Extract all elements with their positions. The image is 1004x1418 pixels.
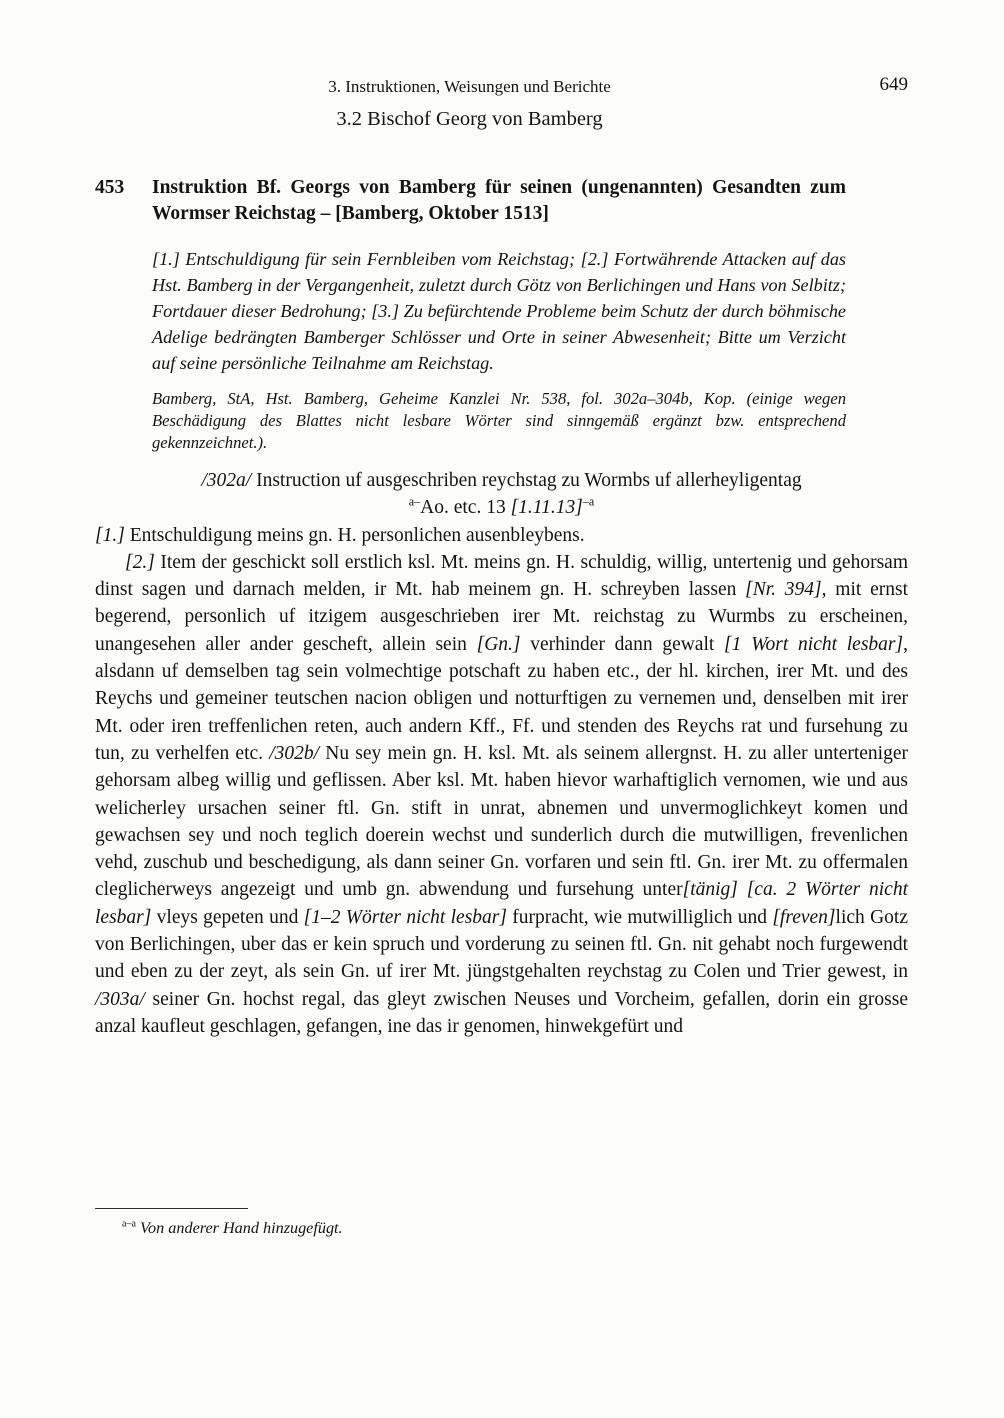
- regest-entry: [95, 175, 846, 454]
- footnote-text: Von anderer Hand hinzugefügt.: [135, 1219, 343, 1237]
- paragraph-number: [1.]: [95, 524, 125, 546]
- paragraph-1: [95, 522, 908, 549]
- folio-marker: /302b/: [269, 742, 320, 764]
- text-segment: , mit ernst begerend, personlich uf itzigem ausgeschrieben irer Mt. reichstag zu Wurmbs zu erscheinen, unangesehen aller ander gescheft, allein sein: [95, 579, 908, 655]
- paragraph-2: [95, 549, 908, 1040]
- editorial-note: [Gn.]: [476, 633, 521, 655]
- running-header: 3. Instruktionen, Weisungen und Berichte: [328, 77, 611, 96]
- footnote-ref-open: a–: [408, 494, 421, 509]
- editorial-note: [freven]: [772, 906, 836, 928]
- text-segment: lich Gotz von Berlichingen, uber das er kein spruch und vorderung zu seinen ftl. Gn. nit gehabt noch furgewendt und eben zu der zeyt, als sein Gn. uf irer Mt. jüngstgehalten reychstag zu Colen und Trier gewest, in: [95, 906, 908, 983]
- footnote-area: [95, 1208, 908, 1239]
- text-segment: furpracht, wie mutwilliglich und: [506, 906, 773, 928]
- folio-marker: /303a/: [95, 988, 145, 1010]
- footnote-rule: [95, 1208, 248, 1209]
- folio-marker: /302a/: [201, 470, 252, 491]
- editorial-note: [1 Wort nicht lesbar]: [724, 633, 904, 655]
- text-segment: verhinder dann gewalt: [520, 633, 725, 655]
- page-number: 649: [879, 74, 908, 95]
- text-segment: vleys gepeten und: [151, 906, 304, 928]
- editorial-note: [1–2 Wörter nicht lesbar]: [303, 906, 507, 928]
- dateline-date: [1.11.13]: [510, 497, 583, 519]
- footnote-marker: a–a: [122, 1218, 136, 1230]
- section-heading: 3.2 Bischof Georg von Bamberg: [336, 108, 603, 130]
- dateline-text: Ao. etc. 13: [420, 497, 511, 519]
- document-heading-text: Instruction uf ausgeschriben reychstag zu Wormbs uf allerheyligentag: [251, 470, 802, 491]
- footnote: [95, 1218, 908, 1239]
- paragraph-number: [2.]: [125, 551, 155, 573]
- text-segment: , alsdann uf demselben tag sein volmechtige potschaft zu haben etc., der hl. kirchen, irer Mt. und des Reychs und gemeiner teutschen nacion obligen und notturftigen zu vernemen und, denselben mit irer Mt. oder iren treffenlichen reten, auch andern Kff., Ff. und stenden des Reychs rat und fursehung zu tun, zu verhelfen etc.: [95, 633, 908, 764]
- dateline: [95, 494, 908, 521]
- text-segment: Entschuldigung meins gn. H. personlichen ausenbleybens.: [124, 524, 585, 546]
- text-segment: Nu sey mein gn. H. ksl. Mt. als seinem allergnst. H. zu aller unterteniger gehorsam albeg willig und geflissen. Aber ksl. Mt. haben hievor warhaftiglich vernomen, wie und aus welicherley ursachen seiner ftl. Gn. stift in unrat, abnemen und unvermoglichkeyt komen und gewachsen sey und noch teglich doerein wechst und sunderlich durch die mutwilligen, frevenlichen vehd, zuschub und beschedigung, als dann seiner Gn. vorfaren und sein ftl. Gn. irer Mt. zu offermalen cleglicherweys angezeigt und umb gn. abwendung und fursehung unter: [95, 742, 909, 901]
- document-heading: [95, 467, 908, 494]
- edition-text: [95, 467, 908, 1040]
- text-segment: seiner Gn. hochst regal, das gleyt zwischen Neuses und Vorcheim, gefallen, dorin ein grosse anzal kaufleut geschlagen, gefangen, ine das ir genomen, hinwekgefürt und: [95, 988, 908, 1037]
- text-segment: Item der geschickt soll erstlich ksl. Mt. meins gn. H. schuldig, willig, untertenig und gehorsam dinst sagen und darnach melden, ir Mt. hab meinem gn. H. schreyben lassen: [95, 551, 908, 601]
- running-header-row: [95, 76, 908, 98]
- editorial-note: [tänig] [ca. 2 Wörter nicht lesbar]: [95, 879, 908, 928]
- entry-title: Instruktion Bf. Georgs von Bamberg für seinen (ungenannten) Gesandten zum Wormser Reichstag – [Bamberg, Oktober 1513]: [152, 177, 846, 224]
- entry-source-note: Bamberg, StA, Hst. Bamberg, Geheime Kanzlei Nr. 538, fol. 302a–304b, Kop. (einige wegen Beschädigung des Blattes nicht lesbare Wörter sind sinngemäß ergänzt bzw. entsprechend gekennzeichnet.).: [152, 389, 846, 452]
- footnote-ref-close: –a: [582, 494, 595, 509]
- entry-abstract: [1.] Entschuldigung für sein Fernbleiben vom Reichstag; [2.] Fortwährende Attacken auf das Hst. Bamberg in der Vergangenheit, zuletzt durch Götz von Berlichingen und Hans von Selbitz; Fortdauer dieser Bedrohung; [3.] Zu befürchtende Probleme beim Schutz der durch böhmische Adelige bedrängten Bamberger Schlösser und Orte in seiner Abwesenheit; Bitte um Verzicht auf seine persönliche Teilnahme am Reichstag.: [152, 249, 846, 373]
- editorial-reference: [Nr. 394]: [745, 579, 822, 601]
- entry-number: 453: [95, 177, 125, 198]
